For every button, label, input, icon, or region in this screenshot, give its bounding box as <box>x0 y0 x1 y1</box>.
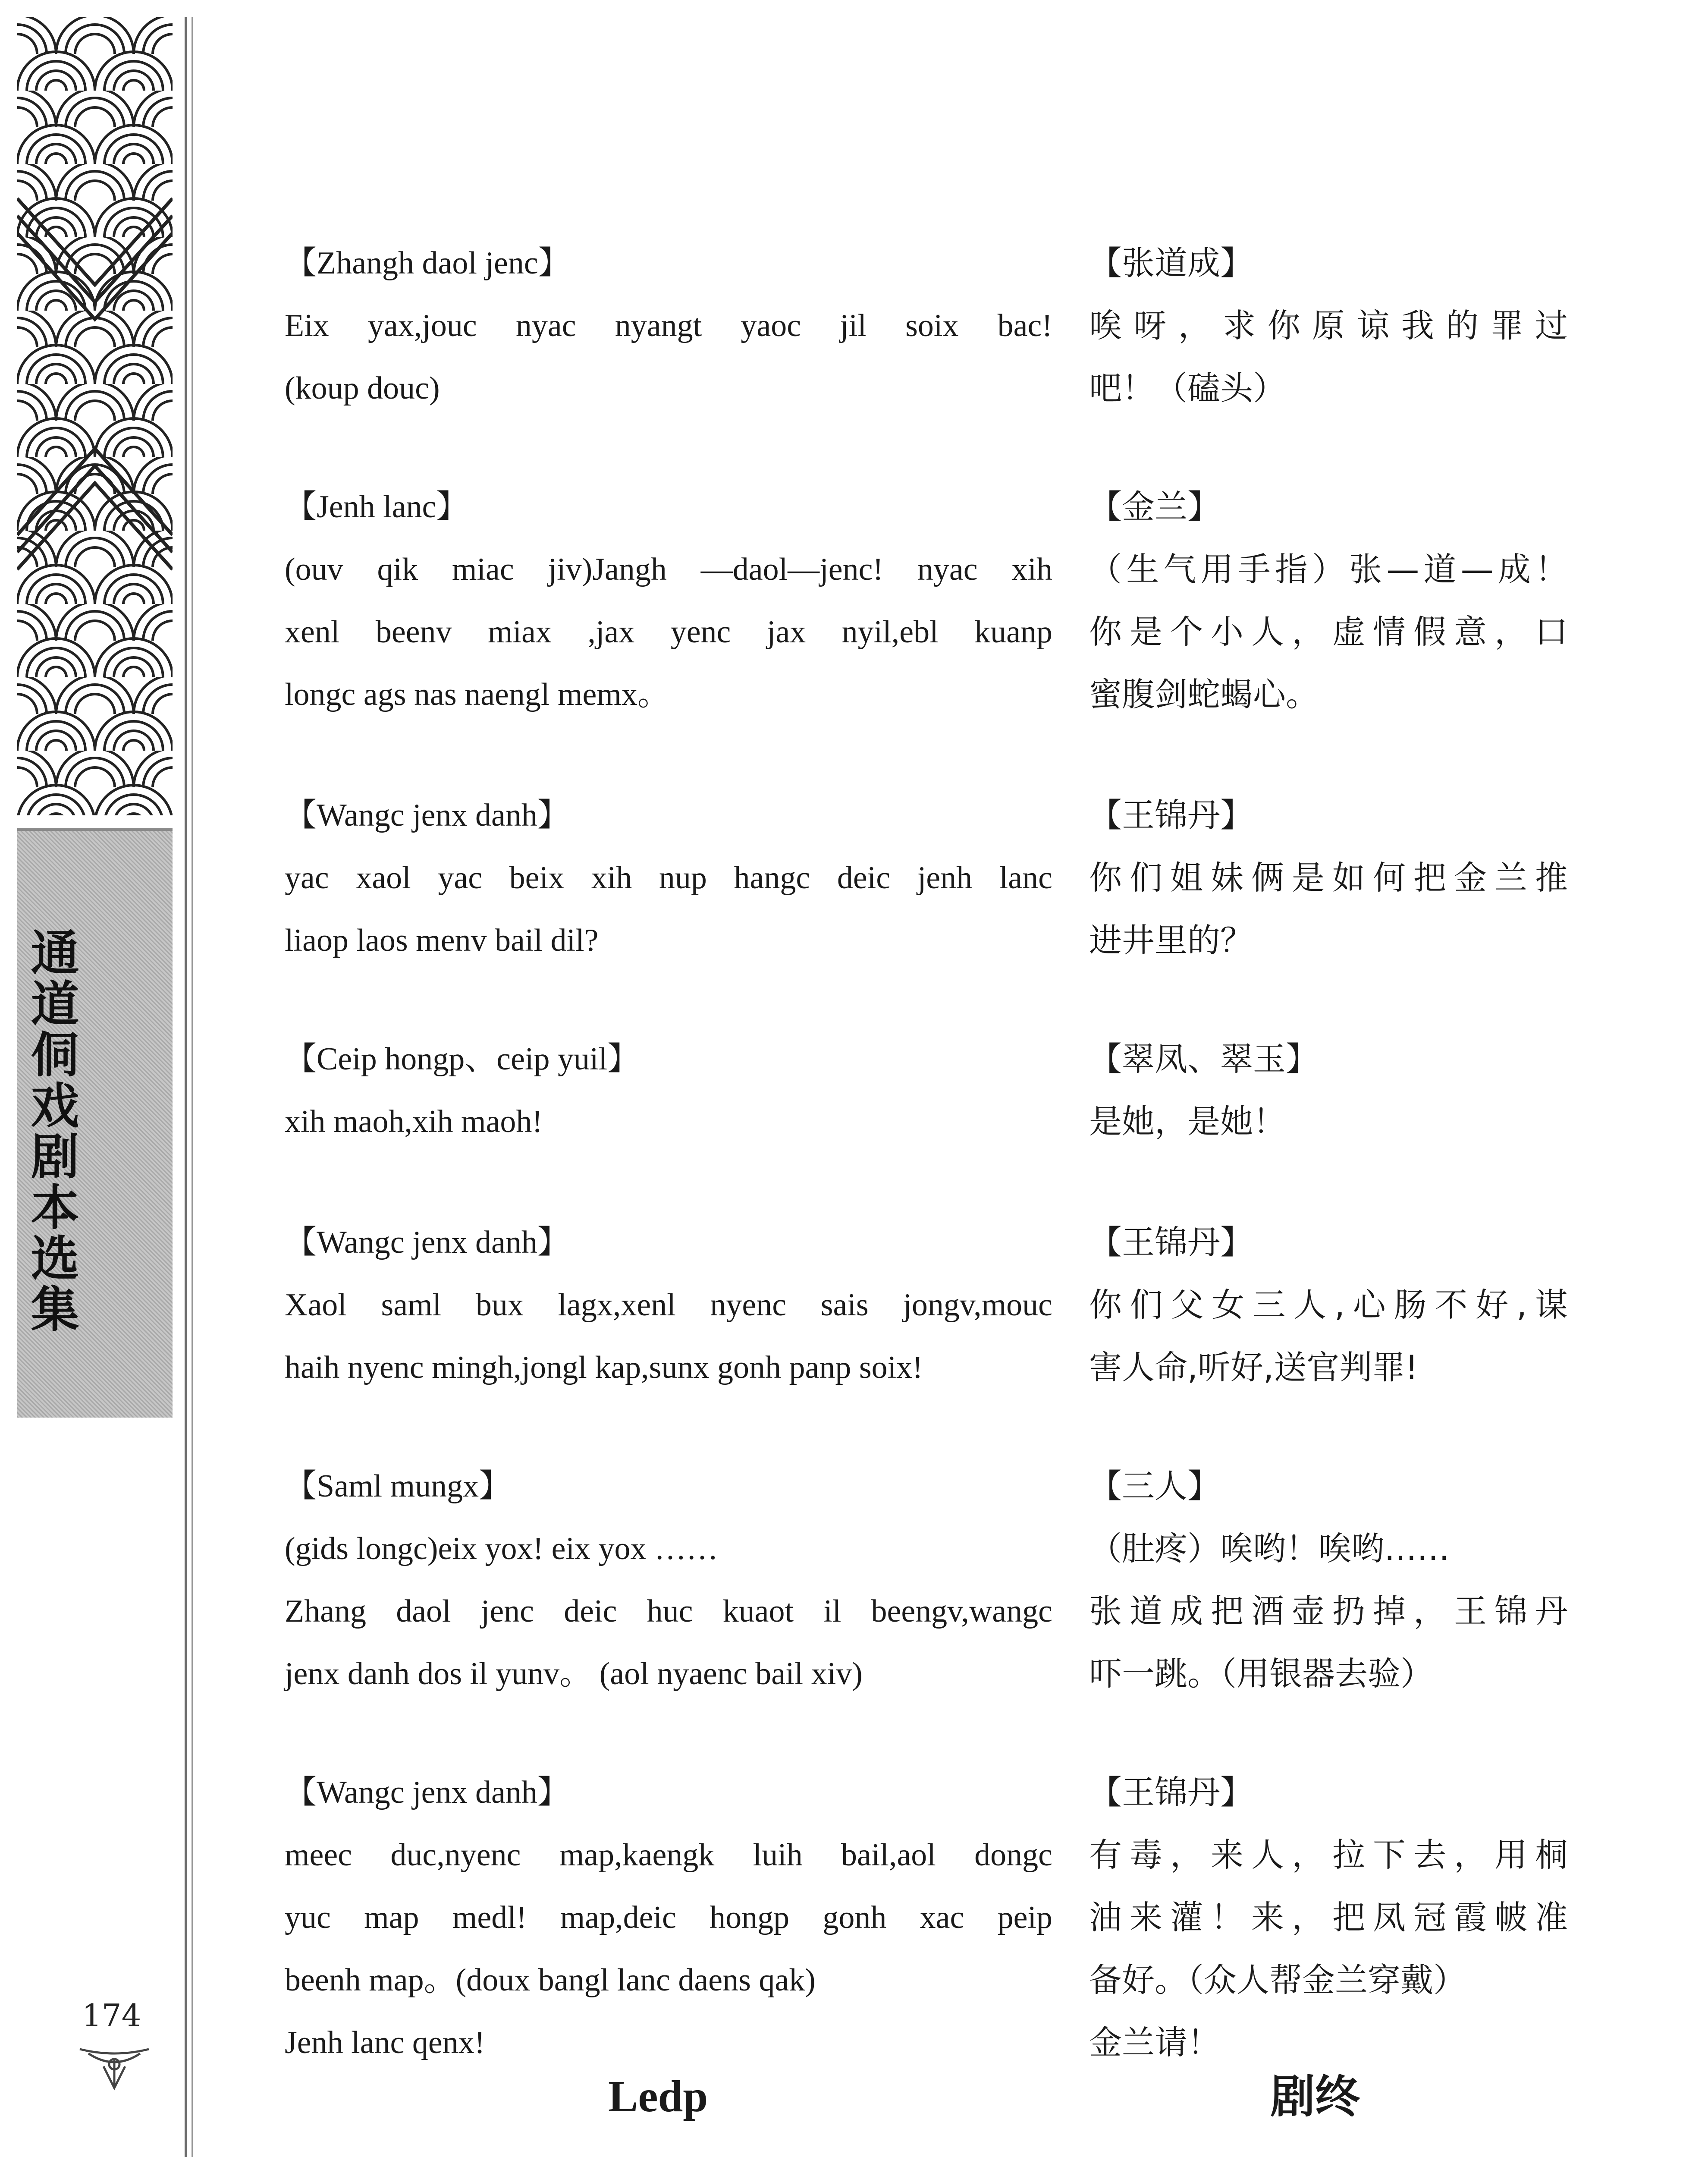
speaker-name-chinese: 【王锦丹】 <box>1089 796 1253 834</box>
margin-rule <box>185 17 187 2157</box>
speaker-name-dong: 【Saml mungx】 <box>285 1468 511 1504</box>
dialogue-line-chinese: 蜜腹剑蛇蝎心。 <box>1089 675 1319 714</box>
dialogue-line-chinese: 是她，是她！ <box>1089 1102 1286 1141</box>
dialogue-line-chinese: 油来灌！来，把凤冠霞帔准 <box>1089 1898 1568 1937</box>
dialogue-line-chinese: 唉呀，求你原谅我的罪过 <box>1089 306 1568 345</box>
dialogue-line-dong: haih nyenc mingh,jongl kap,sunx gonh panp soix! <box>285 1350 923 1385</box>
book-title: 通道侗戏剧本选集 <box>23 928 79 1335</box>
speaker-name-dong: 【Ceip hongp、ceip yuil】 <box>285 1041 640 1077</box>
wave-pattern-band <box>17 17 173 815</box>
dialogue-line-chinese: 吓一跳。（用银器去验） <box>1089 1654 1433 1693</box>
dialogue-line-dong: yuc map medl! map,deic hongp gonh xac peip <box>285 1900 1052 1935</box>
speaker-name-chinese: 【三人】 <box>1089 1467 1220 1505</box>
dialogue-line-dong: Xaol saml bux lagx,xenl nyenc sais jongv,mouc <box>285 1287 1052 1323</box>
dialogue-line-dong: beenh map。(doux bangl lanc daens qak) <box>285 1962 816 1998</box>
speaker-name-dong: 【Wangc jenx danh】 <box>285 1775 569 1810</box>
margin-rule-thin <box>192 17 193 2157</box>
dialogue-line-chinese: 害人命,听好,送官判罪! <box>1089 1348 1418 1387</box>
dialogue-line-dong: (koup douc) <box>285 371 440 406</box>
speaker-name-chinese: 【翠凤、翠玉】 <box>1089 1040 1319 1078</box>
dialogue-line-dong: jenx danh dos il yunv。 (aol nyaenc bail xiv) <box>285 1656 863 1692</box>
dialogue-line-dong: Zhang daol jenc deic huc kuaot il beengv,wangc <box>285 1594 1052 1629</box>
dialogue-line-dong: xenl beenv miax ,jax yenc jax nyil,ebl kuanp <box>285 614 1052 650</box>
dialogue-line-chinese: 张道成把酒壶扔掉，王锦丹 <box>1089 1592 1568 1630</box>
dialogue-line-dong: Eix yax,jouc nyac nyangt yaoc jil soix bac! <box>285 308 1052 343</box>
dialogue-line-dong: longc ags nas naengl memx。 <box>285 677 669 712</box>
dialogue-line-chinese: （肚疼）唉哟！唉哟…… <box>1089 1529 1450 1568</box>
ending-dong: Ledp <box>608 2072 708 2121</box>
speaker-name-dong: 【Zhangh daol jenc】 <box>285 245 570 281</box>
dialogue-line-dong: meec duc,nyenc map,kaengk luih bail,aol dongc <box>285 1837 1052 1873</box>
speaker-name-chinese: 【金兰】 <box>1089 487 1220 526</box>
dialogue-line-dong: liaop laos menv bail dil? <box>285 923 599 958</box>
speaker-name-dong: 【Wangc jenx danh】 <box>285 1225 569 1260</box>
dialogue-line-chinese: 你们姐妹俩是如何把金兰推 <box>1089 858 1568 897</box>
dialogue-line-dong: yac xaol yac beix xih nup hangc deic jenh lanc <box>285 860 1052 896</box>
page-number: 174 <box>82 1997 141 2034</box>
speaker-name-dong: 【Wangc jenx danh】 <box>285 798 569 833</box>
dialogue-line-dong: xih maoh,xih maoh! <box>285 1104 543 1139</box>
ornament-icon <box>78 2041 151 2092</box>
ending-chinese: 剧终 <box>1270 2070 1360 2123</box>
speaker-name-chinese: 【王锦丹】 <box>1089 1773 1253 1811</box>
dialogue-line-dong: (ouv qik miac jiv)Jangh —daol—jenc! nyac xih <box>285 552 1052 587</box>
speaker-name-chinese: 【王锦丹】 <box>1089 1223 1253 1261</box>
dialogue-line-chinese: 金兰请！ <box>1089 2023 1220 2062</box>
dialogue-line-chinese: 吧！（磕头） <box>1089 369 1286 407</box>
dialogue-line-chinese: （生气用手指）张—道—成！ <box>1089 550 1568 588</box>
dialogue-line-chinese: 进井里的？ <box>1089 921 1253 959</box>
speaker-name-chinese: 【张道成】 <box>1089 244 1253 282</box>
dialogue-line-dong: Jenh lanc qenx! <box>285 2025 485 2060</box>
dialogue-line-chinese: 有毒，来人，拉下去，用桐 <box>1089 1836 1568 1874</box>
speaker-name-dong: 【Jenh lanc】 <box>285 489 468 525</box>
dialogue-line-chinese: 备好。（众人帮金兰穿戴） <box>1089 1961 1466 1999</box>
dialogue-line-dong: (gids longc)eix yox! eix yox …… <box>285 1531 718 1566</box>
dialogue-line-chinese: 你们父女三人,心肠不好,谋 <box>1089 1286 1568 1324</box>
dialogue-line-chinese: 你是个小人，虚情假意，口 <box>1089 613 1568 651</box>
